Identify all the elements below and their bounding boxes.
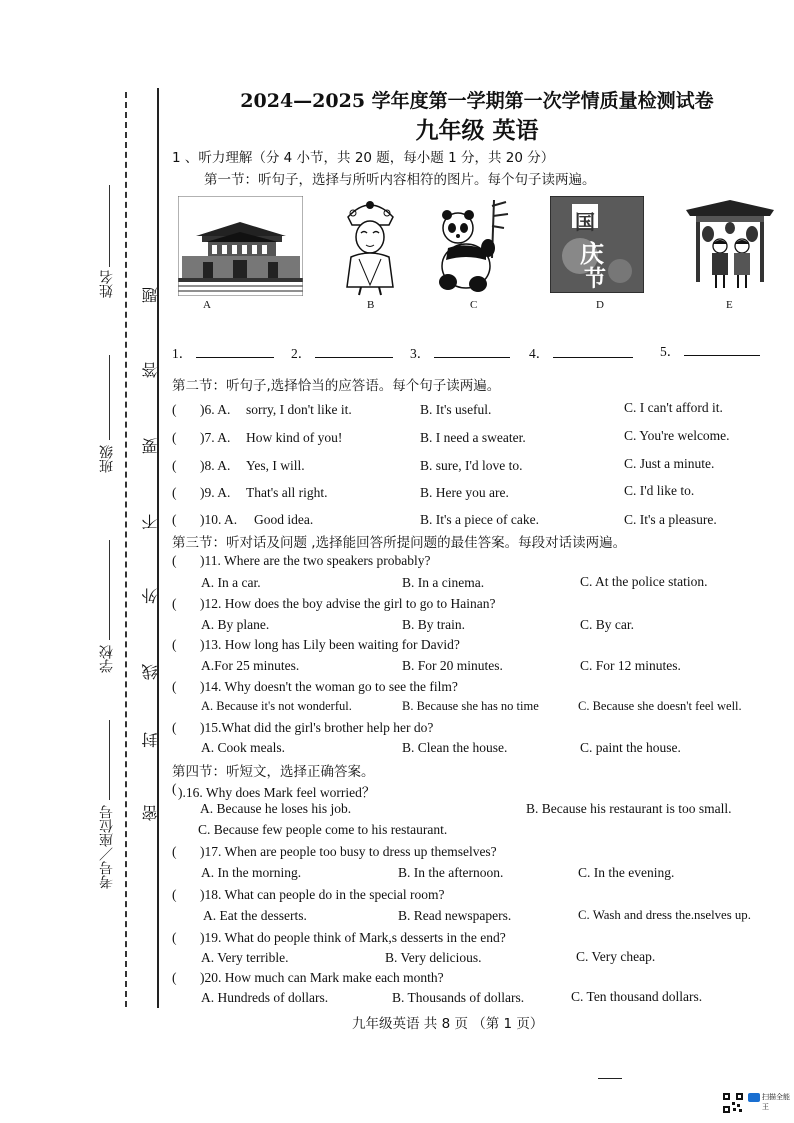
image-label-a: A (203, 299, 211, 311)
q16-option-c: C. Because few people come to his restaurant. (198, 822, 448, 837)
q10-option-a: Good idea. (254, 512, 314, 527)
q19-option-b: B. Very delicious. (385, 950, 482, 965)
answer-blank-1[interactable] (172, 342, 274, 362)
lantern-children-image (684, 196, 776, 296)
q9-option-b: B. Here you are. (420, 485, 509, 500)
image-label-c: C (470, 299, 478, 311)
q10-option-c: C. It's a pleasure. (624, 512, 717, 527)
q15-option-a: A. Cook meals. (201, 740, 285, 755)
answer-blank-5[interactable] (660, 340, 760, 360)
q20-question: )20. How much can Mark make each month? (200, 970, 444, 985)
q12-question: )12. How does the boy advise the girl to go to Hainan? (200, 596, 496, 611)
q9-option-c: C. I'd like to. (624, 483, 695, 498)
poster-char-guo: 国 (575, 210, 595, 234)
section3-instruction: 第三节：听对话及问题 ,选择能回答所提问题的最佳答案。每段对话读两遍。 (172, 535, 627, 551)
q12-option-c: C. By car. (580, 617, 634, 632)
q20-option-a: A. Hundreds of dollars. (201, 990, 329, 1005)
q17-option-a: A. In the morning. (201, 865, 302, 880)
part1-heading: 1 、听力理解（分 4 小节，共 20 题，每小题 1 分，共 20 分） (172, 150, 555, 166)
q17-option-c: C. In the evening. (578, 865, 675, 880)
q6-option-c: C. I can't afford it. (624, 400, 723, 415)
exam-title: 2024—2025 学年度第一学期第一次学情质量检测试卷 (240, 90, 714, 112)
q17-question: )17. When are people too busy to dress up themselves? (200, 844, 497, 859)
seal-char: 外 (141, 588, 160, 604)
image-label-d: D (596, 299, 604, 311)
q19-option-a: A. Very terrible. (201, 950, 289, 965)
q16-question: ).16. Why does Mark feel worried？ (178, 785, 376, 800)
q16-option-a: A. Because he loses his job. (200, 801, 352, 816)
q11-option-b: B. In a cinema. (402, 575, 485, 590)
scanner-logo-icon (748, 1093, 760, 1102)
q18-option-b: B. Read newspapers. (398, 908, 512, 923)
q13-option-a: A.For 25 minutes. (201, 658, 300, 673)
section2-instruction: 第二节：听句子,选择恰当的应答语。每个句子读两遍。 (172, 378, 501, 394)
q19-question: )19. What do people think of Mark,s desserts in the end? (200, 930, 506, 945)
blank-number: 3． (410, 346, 431, 361)
answer-paren[interactable]: ( (172, 887, 177, 902)
q8-option-c: C. Just a minute. (624, 456, 715, 471)
answer-paren[interactable]: ( (172, 679, 177, 694)
q20-option-b: B. Thousands of dollars. (392, 990, 525, 1005)
q7-option-b: B. I need a sweater. (420, 430, 526, 445)
q14-option-a: A. Because it's not wonderful. (201, 699, 352, 713)
q12-option-b: B. By train. (402, 617, 465, 632)
seat-label: 考号／座位号 (99, 805, 115, 889)
tiananmen-image (178, 196, 303, 296)
q12-option-a: A. By plane. (201, 617, 270, 632)
blank-number: 4． (529, 346, 550, 361)
q14-question: )14. Why doesn't the woman go to see the film? (200, 679, 458, 694)
seal-char: 答 (141, 362, 160, 378)
answer-paren[interactable]: ( (172, 970, 177, 985)
q15-question: )15.What did the girl's brother help her do? (200, 720, 434, 735)
q11-option-a: A. In a car. (201, 575, 261, 590)
seal-char: 题 (141, 287, 160, 303)
seal-char: 密 (141, 805, 160, 821)
q15-option-c: C. paint the house. (580, 740, 681, 755)
q20-option-c: C. Ten thousand dollars. (571, 989, 703, 1004)
q18-question: )18. What can people do in the special room? (200, 887, 445, 902)
school-label: 学校 (99, 645, 115, 673)
q14-option-c: C. Because she doesn't feel well. (578, 699, 742, 713)
answer-paren[interactable]: ( (172, 720, 177, 735)
answer-paren[interactable]: ( (172, 430, 177, 445)
q7-number: )7. A. (200, 430, 231, 445)
q13-option-b: B. For 20 minutes. (402, 658, 503, 673)
blank-number: 1． (172, 346, 193, 361)
seal-char: 要 (141, 438, 160, 454)
panda-image (436, 198, 516, 298)
page-footer: 九年级英语 共 8 页 （第 1 页） (352, 1016, 544, 1032)
school-field[interactable] (109, 540, 110, 640)
answer-blank-2[interactable] (291, 342, 393, 362)
exam-subject: 九年级 英语 (415, 117, 539, 144)
answer-paren[interactable]: ( (172, 844, 177, 859)
answer-paren[interactable]: ( (172, 637, 177, 652)
answer-paren[interactable]: ( (172, 512, 177, 527)
answer-paren[interactable]: ( (172, 553, 177, 568)
national-day-poster-image (550, 196, 644, 293)
q15-option-b: B. Clean the house. (402, 740, 508, 755)
opera-mask-image (333, 195, 408, 297)
poster-char-jie: 节 (584, 267, 607, 292)
q6-option-b: B. It's useful. (420, 402, 492, 417)
section4-instruction: 第四节：听短文，选择正确答案。 (172, 764, 375, 780)
seal-char: 线 (141, 664, 160, 680)
q18-option-a: A. Eat the desserts. (203, 908, 307, 923)
poster-char-qing: 庆 (580, 240, 604, 268)
answer-blank-4[interactable] (529, 342, 633, 362)
q8-option-b: B. sure, I'd love to. (420, 458, 523, 473)
q11-option-c: C. At the police station. (580, 574, 708, 589)
blank-number: 2． (291, 346, 312, 361)
image-label-b: B (367, 299, 375, 311)
answer-paren[interactable]: ( (172, 930, 177, 945)
q13-option-c: C. For 12 minutes. (580, 658, 681, 673)
blank-number: 5． (660, 344, 681, 359)
q9-number: )9. A. (200, 485, 231, 500)
answer-paren[interactable]: ( (172, 458, 177, 473)
q10-option-b: B. It's a piece of cake. (420, 512, 540, 527)
q7-option-a: How kind of you! (246, 430, 343, 445)
answer-paren[interactable]: ( (172, 402, 177, 417)
q7-option-c: C. You're welcome. (624, 428, 730, 443)
q19-option-c: C. Very cheap. (576, 949, 656, 964)
q14-option-b: B. Because she has no time (402, 699, 539, 713)
seal-char: 不 (141, 514, 160, 530)
q8-number: )8. A. (200, 458, 231, 473)
scanner-watermark: 扫描全能王 (762, 1093, 790, 1111)
class-field[interactable] (109, 355, 110, 440)
q9-option-a: That's all right. (246, 485, 328, 500)
seat-field[interactable] (109, 720, 110, 800)
answer-paren[interactable]: ( (172, 781, 177, 796)
q8-option-a: Yes, I will. (246, 458, 305, 473)
q6-option-a: sorry, I don't like it. (246, 402, 352, 417)
q16-option-b: B. Because his restaurant is too small. (526, 801, 732, 816)
q10-number: )10. A. (200, 512, 238, 527)
footer-dash (598, 1078, 622, 1079)
name-field[interactable] (109, 185, 110, 267)
q6-number: )6. A. (200, 402, 231, 417)
cut-dashed-line (125, 92, 127, 1007)
qr-code-icon (722, 1092, 744, 1114)
answer-blank-3[interactable] (410, 342, 510, 362)
class-label: 班级 (99, 445, 115, 473)
answer-paren[interactable]: ( (172, 596, 177, 611)
binding-line (157, 88, 159, 1008)
seal-char: 封 (141, 732, 160, 748)
section1-instruction: 第一节：听句子，选择与所听内容相符的图片。每个句子读两遍。 (204, 172, 596, 188)
q18-option-c: C. Wash and dress the.nselves up. (578, 908, 751, 922)
name-label: 姓名 (99, 270, 115, 298)
q17-option-b: B. In the afternoon. (398, 865, 504, 880)
image-label-e: E (726, 299, 733, 311)
answer-paren[interactable]: ( (172, 485, 177, 500)
q13-question: )13. How long has Lily been waiting for David? (200, 637, 460, 652)
q11-question: )11. Where are the two speakers probably? (200, 553, 431, 568)
